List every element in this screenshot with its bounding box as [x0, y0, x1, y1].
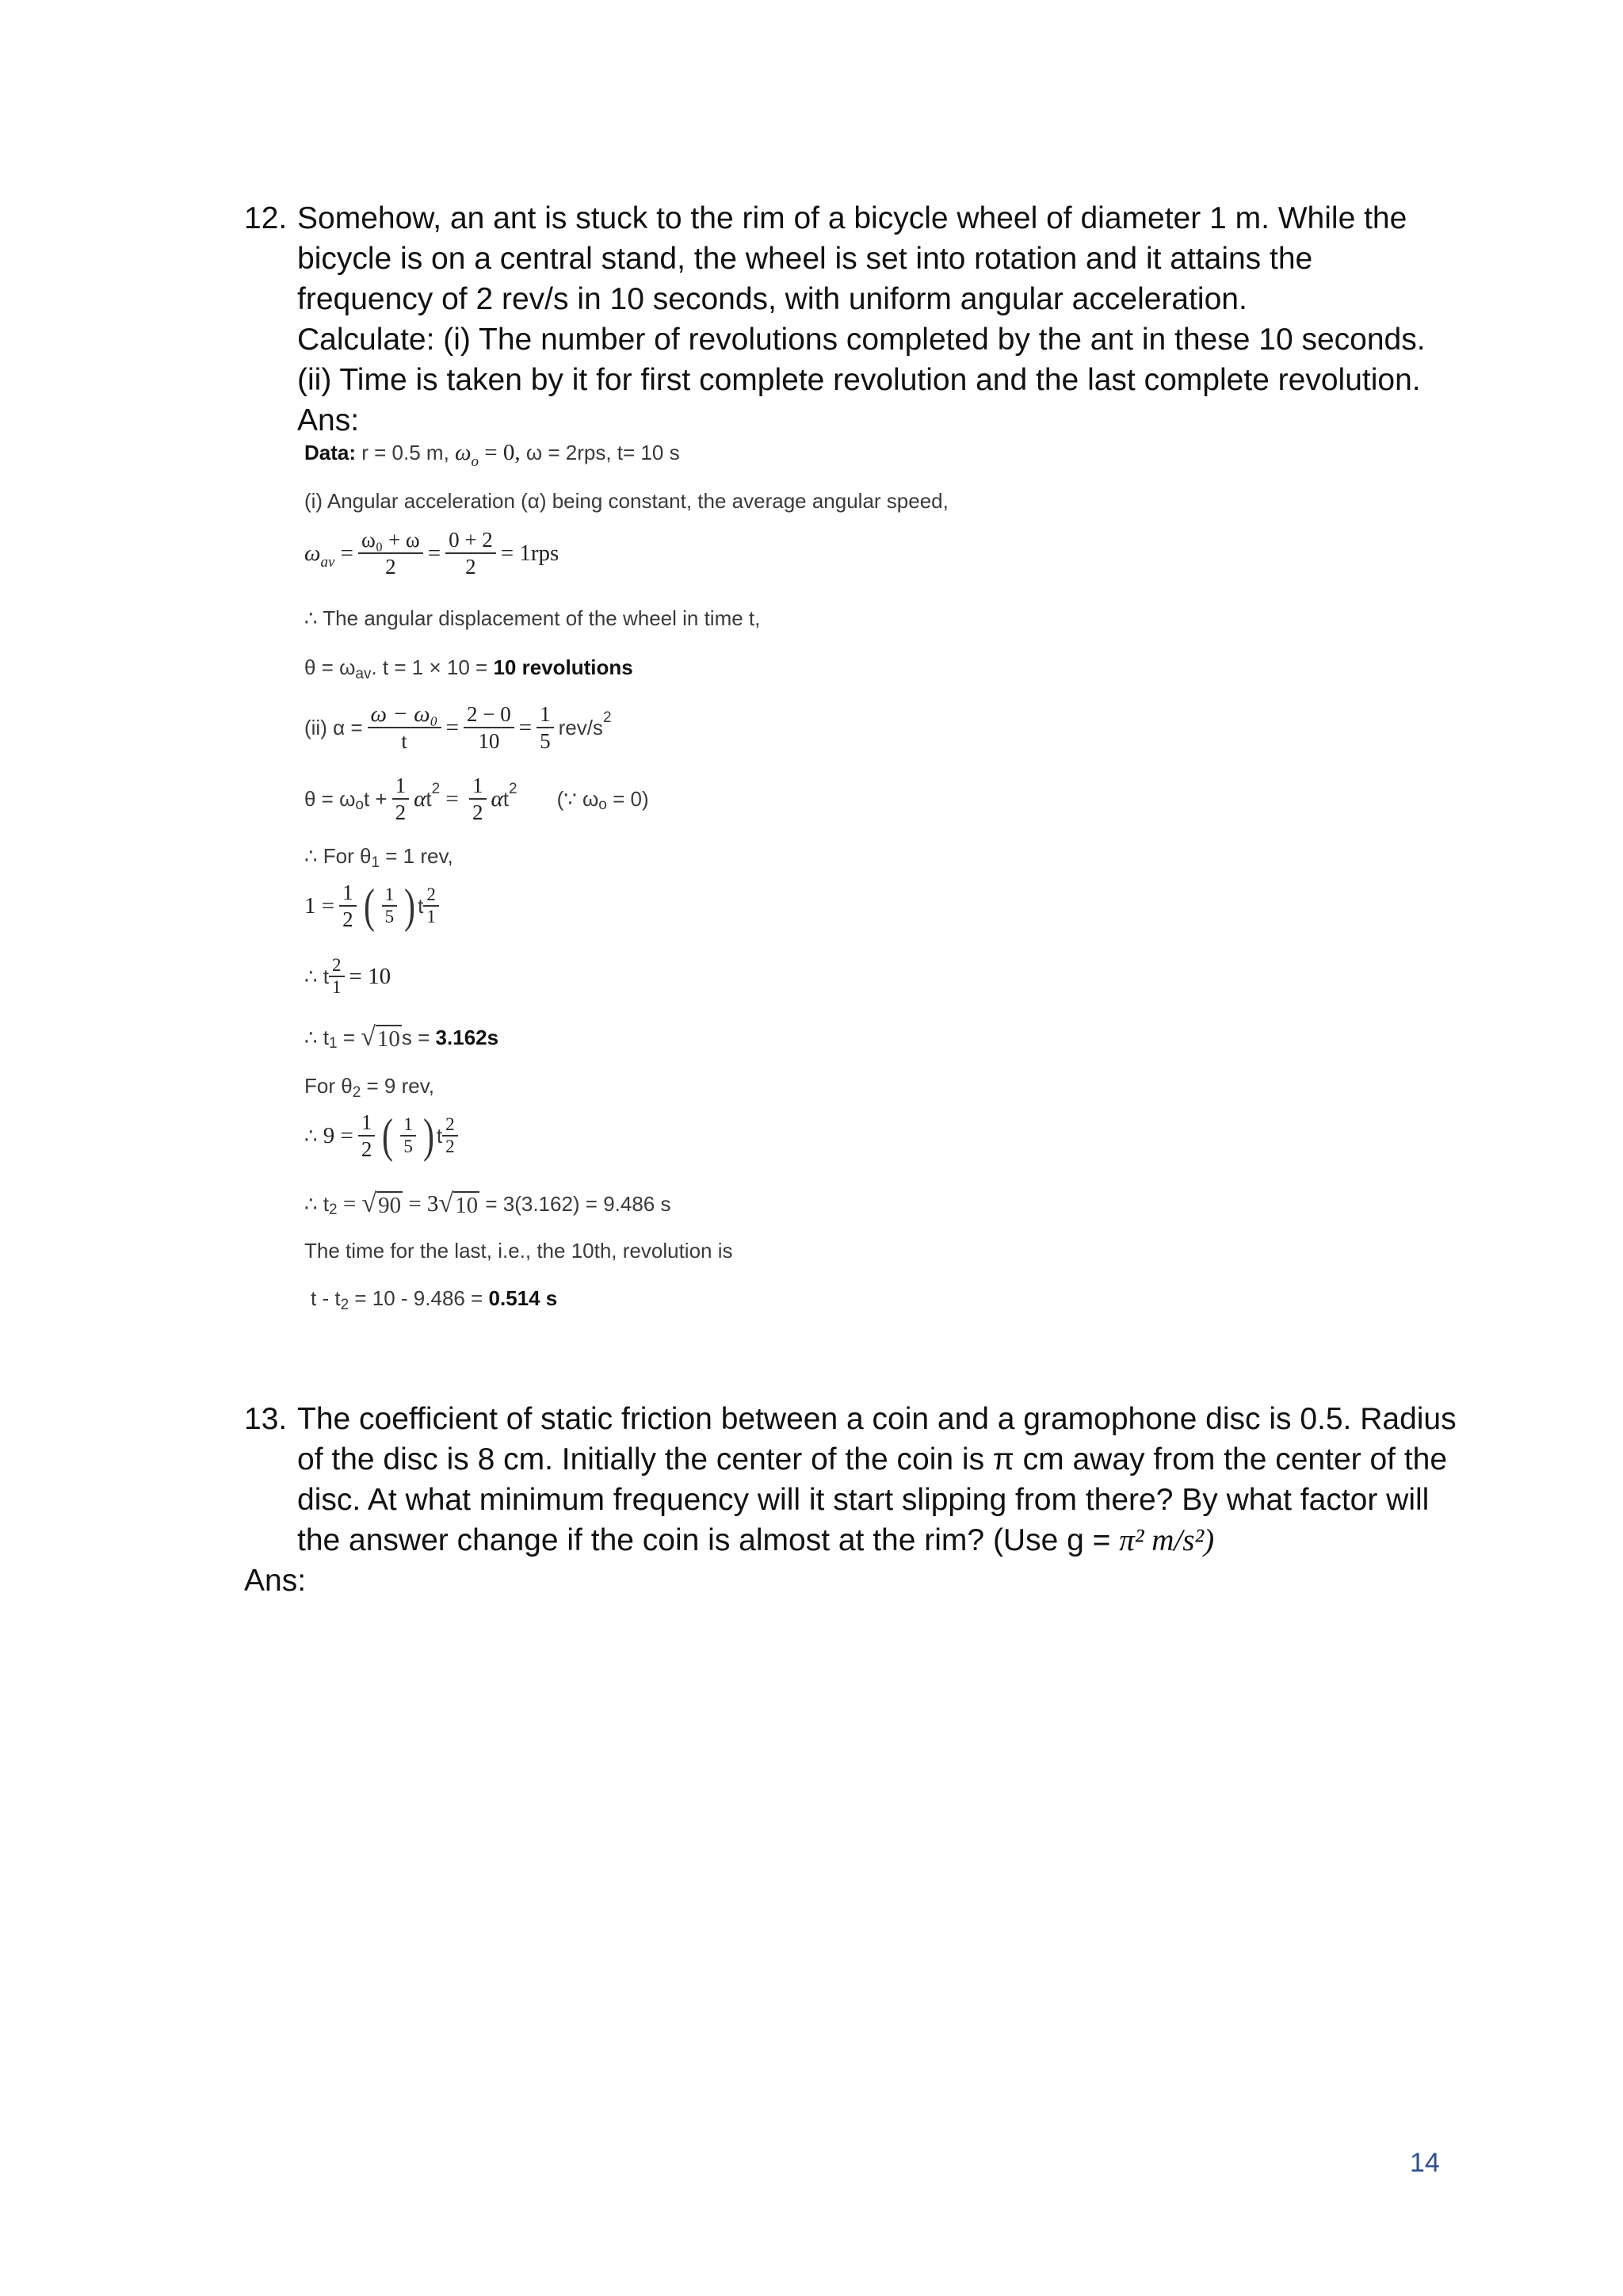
average-speed-equation: $\omega_{av}$ = $\frac{\text{ω₀ + ω}}{2}$ = $\frac{0 + 2}{2}$ = 1rps: [304, 528, 559, 579]
t2-result: ∴ t 2 = √ 90 = 3 √ 10 = 3(3.162) = 9.486 s: [304, 1189, 671, 1218]
theta2-equation: ∴ 9 = $\frac{1}{2}$ ( 1 5 ) t 2 2: [304, 1110, 463, 1162]
question-line: disc. At what minimum frequency will it start slipping from there? By what factor will: [297, 1483, 1430, 1517]
alpha-equation: (ii) α = $\frac{\text{ω − ω₀}}{t}$ = $\frac{2 - 0}{10}$ = $\frac{1}{5}$ rev/s 2: [304, 701, 612, 753]
theta2-line: For θ 2 = 9 rev,: [304, 1074, 435, 1101]
question-line: Somehow, an ant is stuck to the rim of a bicycle wheel of diameter 1 m. While the: [297, 201, 1407, 235]
last-revolution-text: The time for the last, i.e., the 10th, revolution is: [304, 1239, 733, 1263]
question-line: of the disc is 8 cm. Initially the center of the coin is π cm away from the center of the: [297, 1442, 1448, 1477]
question-line: bicycle is on a central stand, the wheel is set into rotation and it attains the: [297, 242, 1313, 276]
question-text: [297, 198, 1454, 441]
question-line: (ii) Time is taken by it for first complete revolution and the last complete revolution.: [297, 363, 1421, 397]
theta1-line: ∴ For θ 1 = 1 rev,: [304, 844, 453, 871]
question-line: The coefficient of static friction between a coin and a gramophone disc is 0.5. Radius: [297, 1402, 1457, 1436]
t1-squared-equation: ∴ t $\frac{2}{1}$ = 10: [304, 955, 391, 997]
page-number: 14: [1410, 2148, 1440, 2178]
question-line: the answer change if the coin is almost at the rim? (Use g = π² m/s²): [297, 1523, 1215, 1557]
question-line: Calculate: (i) The number of revolutions completed by the ant in these 10 seconds.: [297, 323, 1426, 357]
data-line: Data: r = 0.5 m, $\omega_o$ = 0, ω = 2rps, t= 10 s: [304, 440, 680, 470]
theta1-equation: 1 = $\frac{1}{2}$ ( 1 5 ) t 2 1: [304, 880, 444, 932]
step-i-text: (i) Angular acceleration (α) being constant, the average angular speed,: [304, 489, 949, 513]
theta-equation: θ = ω av . t = 1 × 10 = 10 revolutions: [304, 655, 633, 682]
kinematic-equation: θ = ω o t + $\frac{1}{2}$ α t 2 = $\frac{1}{2}$ α t 2 (∵ ω o = 0): [304, 774, 649, 824]
answer-label: Ans:: [244, 1564, 307, 1598]
question-number: 12.: [244, 201, 288, 235]
answer-label: Ans:: [297, 403, 360, 437]
solution-block: [304, 440, 1018, 1367]
question-text: [297, 1399, 1457, 1561]
question-line: frequency of 2 rev/s in 10 seconds, with uniform angular acceleration.: [297, 282, 1247, 316]
displacement-text: ∴ The angular displacement of the wheel in time t,: [304, 606, 761, 630]
t1-result: ∴ t 1 = √ 10 s = 3.162s: [304, 1022, 499, 1052]
final-result: t - t 2 = 10 - 9.486 = 0.514 s: [311, 1286, 558, 1313]
question-number: 13.: [244, 1402, 288, 1436]
